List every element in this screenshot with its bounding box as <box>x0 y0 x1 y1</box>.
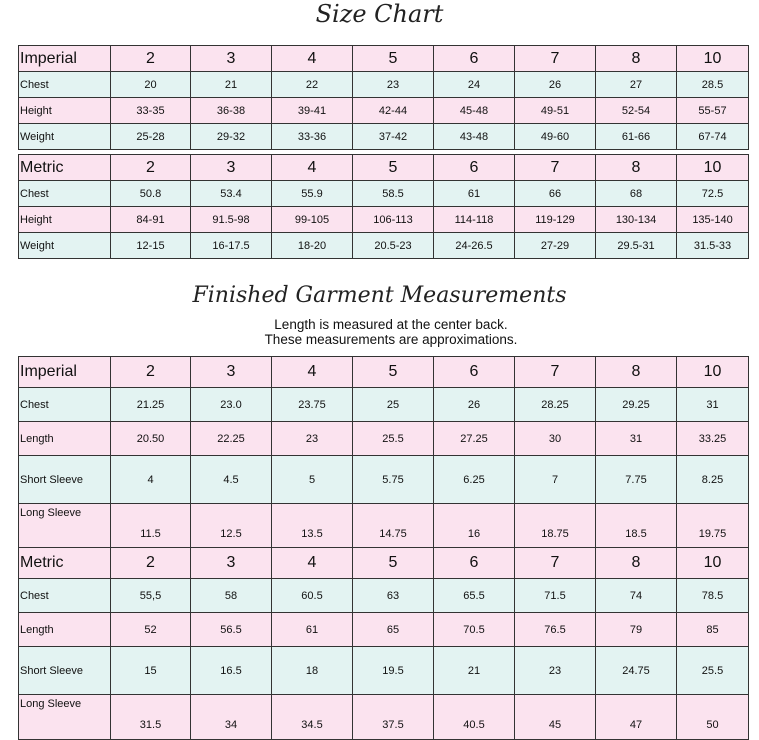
measurement-cell: 36-38 <box>191 98 272 124</box>
measurement-cell: 23 <box>272 422 353 456</box>
measurement-cell: 91.5-98 <box>191 207 272 233</box>
measurement-cell: 50 <box>677 695 749 740</box>
measurement-cell: 45 <box>515 695 596 740</box>
measurement-cell: 8.25 <box>677 456 749 504</box>
header-row <box>19 357 749 388</box>
measurement-cell: 106-113 <box>353 207 434 233</box>
length-note: Length is measured at the center back. <box>274 317 508 332</box>
measurement-cell: 42-44 <box>353 98 434 124</box>
measurement-cell: 24 <box>434 72 515 98</box>
size-header-cell: 10 <box>677 548 749 579</box>
measurement-cell: 5.75 <box>353 456 434 504</box>
size-header-cell: 2 <box>111 357 191 388</box>
measurement-cell: 4 <box>111 456 191 504</box>
measurement-cell: 99-105 <box>272 207 353 233</box>
measurement-cell: 65.5 <box>434 579 515 613</box>
table-row <box>19 98 749 124</box>
measurement-cell: 72.5 <box>677 181 749 207</box>
measurement-cell: 13.5 <box>272 504 353 549</box>
row-label: Long Sleeve <box>19 504 111 549</box>
measurement-cell: 34 <box>191 695 272 740</box>
measurement-cell: 30 <box>515 422 596 456</box>
header-row <box>19 155 749 181</box>
measurement-cell: 22.25 <box>191 422 272 456</box>
size-chart-title: Size Chart <box>315 0 444 28</box>
table-row <box>19 388 749 422</box>
measurement-cell: 22 <box>272 72 353 98</box>
measurement-cell: 49-51 <box>515 98 596 124</box>
measurement-cell: 12.5 <box>191 504 272 549</box>
size-header-cell: 4 <box>272 155 353 181</box>
row-label: Chest <box>19 72 111 98</box>
size-header-cell: 10 <box>677 46 749 72</box>
unit-system-label: Imperial <box>19 46 111 72</box>
measurement-cell: 23.75 <box>272 388 353 422</box>
size-header-cell: 4 <box>272 46 353 72</box>
measurement-cell: 5 <box>272 456 353 504</box>
measurement-cell: 37-42 <box>353 124 434 150</box>
row-label: Height <box>19 98 111 124</box>
measurement-cell: 20 <box>111 72 191 98</box>
measurement-cell: 25.5 <box>353 422 434 456</box>
size-header-cell: 2 <box>111 155 191 181</box>
measurement-cell: 23 <box>515 647 596 695</box>
measurement-cell: 33-35 <box>111 98 191 124</box>
row-label: Height <box>19 207 111 233</box>
size-header-cell: 10 <box>677 155 749 181</box>
size-header-cell: 5 <box>353 357 434 388</box>
measurement-cell: 27.25 <box>434 422 515 456</box>
measurement-cell: 29.5-31 <box>596 233 677 259</box>
measurement-cell: 114-118 <box>434 207 515 233</box>
measurement-cell: 18-20 <box>272 233 353 259</box>
measurement-cell: 19.75 <box>677 504 749 549</box>
table-row <box>19 233 749 259</box>
table-row <box>19 181 749 207</box>
measurement-cell: 29.25 <box>596 388 677 422</box>
measurement-cell: 31 <box>596 422 677 456</box>
measurement-cell: 31.5-33 <box>677 233 749 259</box>
measurement-cell: 130-134 <box>596 207 677 233</box>
size-header-cell: 6 <box>434 46 515 72</box>
measurement-cell: 27-29 <box>515 233 596 259</box>
table-row <box>19 695 749 740</box>
measurement-cell: 23.0 <box>191 388 272 422</box>
size-header-cell: 3 <box>191 155 272 181</box>
row-label: Chest <box>19 388 111 422</box>
measurement-cell: 33-36 <box>272 124 353 150</box>
size-header-cell: 8 <box>596 548 677 579</box>
unit-system-label: Imperial <box>19 357 111 388</box>
measurement-cell: 24-26.5 <box>434 233 515 259</box>
measurement-cell: 39-41 <box>272 98 353 124</box>
table-row <box>19 72 749 98</box>
header-row <box>19 548 749 579</box>
row-label: Weight <box>19 233 111 259</box>
measurement-cell: 47 <box>596 695 677 740</box>
measurement-cell: 56.5 <box>191 613 272 647</box>
measurement-cell: 67-74 <box>677 124 749 150</box>
unit-system-label: Metric <box>19 548 111 579</box>
measurement-cell: 43-48 <box>434 124 515 150</box>
table-row <box>19 504 749 549</box>
finished-garment-title: Finished Garment Measurements <box>192 283 567 308</box>
measurement-cell: 65 <box>353 613 434 647</box>
measurement-cell: 52 <box>111 613 191 647</box>
measurement-cell: 55-57 <box>677 98 749 124</box>
size-chart-imperial-table <box>18 45 749 150</box>
measurement-cell: 58 <box>191 579 272 613</box>
measurement-cell: 6.25 <box>434 456 515 504</box>
measurement-cell: 12-15 <box>111 233 191 259</box>
size-header-cell: 3 <box>191 548 272 579</box>
unit-system-label: Metric <box>19 155 111 181</box>
measurement-cell: 61 <box>434 181 515 207</box>
measurement-cell: 26 <box>434 388 515 422</box>
measurement-cell: 71.5 <box>515 579 596 613</box>
size-header-cell: 3 <box>191 357 272 388</box>
measurement-cell: 34.5 <box>272 695 353 740</box>
measurement-cell: 7 <box>515 456 596 504</box>
measurement-cell: 23 <box>353 72 434 98</box>
measurement-cell: 19.5 <box>353 647 434 695</box>
table-row <box>19 647 749 695</box>
size-header-cell: 6 <box>434 155 515 181</box>
measurement-cell: 55.9 <box>272 181 353 207</box>
row-label: Chest <box>19 579 111 613</box>
size-chart-metric-table <box>18 154 749 259</box>
size-header-cell: 5 <box>353 548 434 579</box>
header-row <box>19 46 749 72</box>
size-header-cell: 8 <box>596 357 677 388</box>
size-header-cell: 6 <box>434 357 515 388</box>
measurement-cell: 16-17.5 <box>191 233 272 259</box>
measurement-cell: 74 <box>596 579 677 613</box>
measurement-cell: 60.5 <box>272 579 353 613</box>
measurement-cell: 78.5 <box>677 579 749 613</box>
size-header-cell: 2 <box>111 548 191 579</box>
measurement-cell: 21.25 <box>111 388 191 422</box>
measurement-cell: 24.75 <box>596 647 677 695</box>
table-row <box>19 207 749 233</box>
measurement-cell: 68 <box>596 181 677 207</box>
size-header-cell: 2 <box>111 46 191 72</box>
garment-imperial-table <box>18 356 749 549</box>
measurement-cell: 14.75 <box>353 504 434 549</box>
measurement-cell: 28.25 <box>515 388 596 422</box>
measurement-cell: 18.75 <box>515 504 596 549</box>
measurement-cell: 20.5-23 <box>353 233 434 259</box>
size-header-cell: 7 <box>515 46 596 72</box>
measurement-cell: 11.5 <box>111 504 191 549</box>
measurement-cell: 85 <box>677 613 749 647</box>
measurement-cell: 20.50 <box>111 422 191 456</box>
size-header-cell: 4 <box>272 357 353 388</box>
measurement-cell: 21 <box>191 72 272 98</box>
measurement-cell: 45-48 <box>434 98 515 124</box>
measurement-cell: 61 <box>272 613 353 647</box>
size-header-cell: 10 <box>677 357 749 388</box>
measurement-cell: 18.5 <box>596 504 677 549</box>
measurement-cell: 50.8 <box>111 181 191 207</box>
measurement-cell: 84-91 <box>111 207 191 233</box>
measurement-cell: 7.75 <box>596 456 677 504</box>
row-label: Weight <box>19 124 111 150</box>
approximation-note: These measurements are approximations. <box>264 332 518 347</box>
measurement-cell: 33.25 <box>677 422 749 456</box>
measurement-cell: 40.5 <box>434 695 515 740</box>
measurement-cell: 55,5 <box>111 579 191 613</box>
row-label: Long Sleeve <box>19 695 111 740</box>
table-row <box>19 579 749 613</box>
table-row <box>19 456 749 504</box>
size-header-cell: 7 <box>515 548 596 579</box>
row-label: Chest <box>19 181 111 207</box>
measurement-cell: 52-54 <box>596 98 677 124</box>
table-row <box>19 613 749 647</box>
table-row <box>19 422 749 456</box>
size-header-cell: 5 <box>353 155 434 181</box>
measurement-cell: 63 <box>353 579 434 613</box>
measurement-cell: 21 <box>434 647 515 695</box>
measurement-cell: 16 <box>434 504 515 549</box>
size-header-cell: 3 <box>191 46 272 72</box>
measurement-cell: 25.5 <box>677 647 749 695</box>
measurement-cell: 18 <box>272 647 353 695</box>
size-header-cell: 7 <box>515 155 596 181</box>
size-header-cell: 5 <box>353 46 434 72</box>
row-label: Length <box>19 422 111 456</box>
measurement-cell: 29-32 <box>191 124 272 150</box>
measurement-cell: 28.5 <box>677 72 749 98</box>
measurement-cell: 66 <box>515 181 596 207</box>
measurement-cell: 79 <box>596 613 677 647</box>
measurement-cell: 25 <box>353 388 434 422</box>
measurement-cell: 26 <box>515 72 596 98</box>
row-label: Length <box>19 613 111 647</box>
garment-metric-table <box>18 547 749 740</box>
measurement-cell: 25-28 <box>111 124 191 150</box>
measurement-cell: 53.4 <box>191 181 272 207</box>
measurement-cell: 4.5 <box>191 456 272 504</box>
size-header-cell: 8 <box>596 46 677 72</box>
row-label: Short Sleeve <box>19 456 111 504</box>
size-header-cell: 6 <box>434 548 515 579</box>
measurement-cell: 76.5 <box>515 613 596 647</box>
row-label: Short Sleeve <box>19 647 111 695</box>
measurement-cell: 61-66 <box>596 124 677 150</box>
measurement-cell: 16.5 <box>191 647 272 695</box>
table-row <box>19 124 749 150</box>
measurement-cell: 119-129 <box>515 207 596 233</box>
measurement-cell: 31 <box>677 388 749 422</box>
measurement-cell: 27 <box>596 72 677 98</box>
measurement-cell: 58.5 <box>353 181 434 207</box>
measurement-cell: 70.5 <box>434 613 515 647</box>
measurement-cell: 37.5 <box>353 695 434 740</box>
size-header-cell: 8 <box>596 155 677 181</box>
size-header-cell: 7 <box>515 357 596 388</box>
measurement-cell: 31.5 <box>111 695 191 740</box>
measurement-cell: 15 <box>111 647 191 695</box>
measurement-cell: 135-140 <box>677 207 749 233</box>
measurement-cell: 49-60 <box>515 124 596 150</box>
size-header-cell: 4 <box>272 548 353 579</box>
